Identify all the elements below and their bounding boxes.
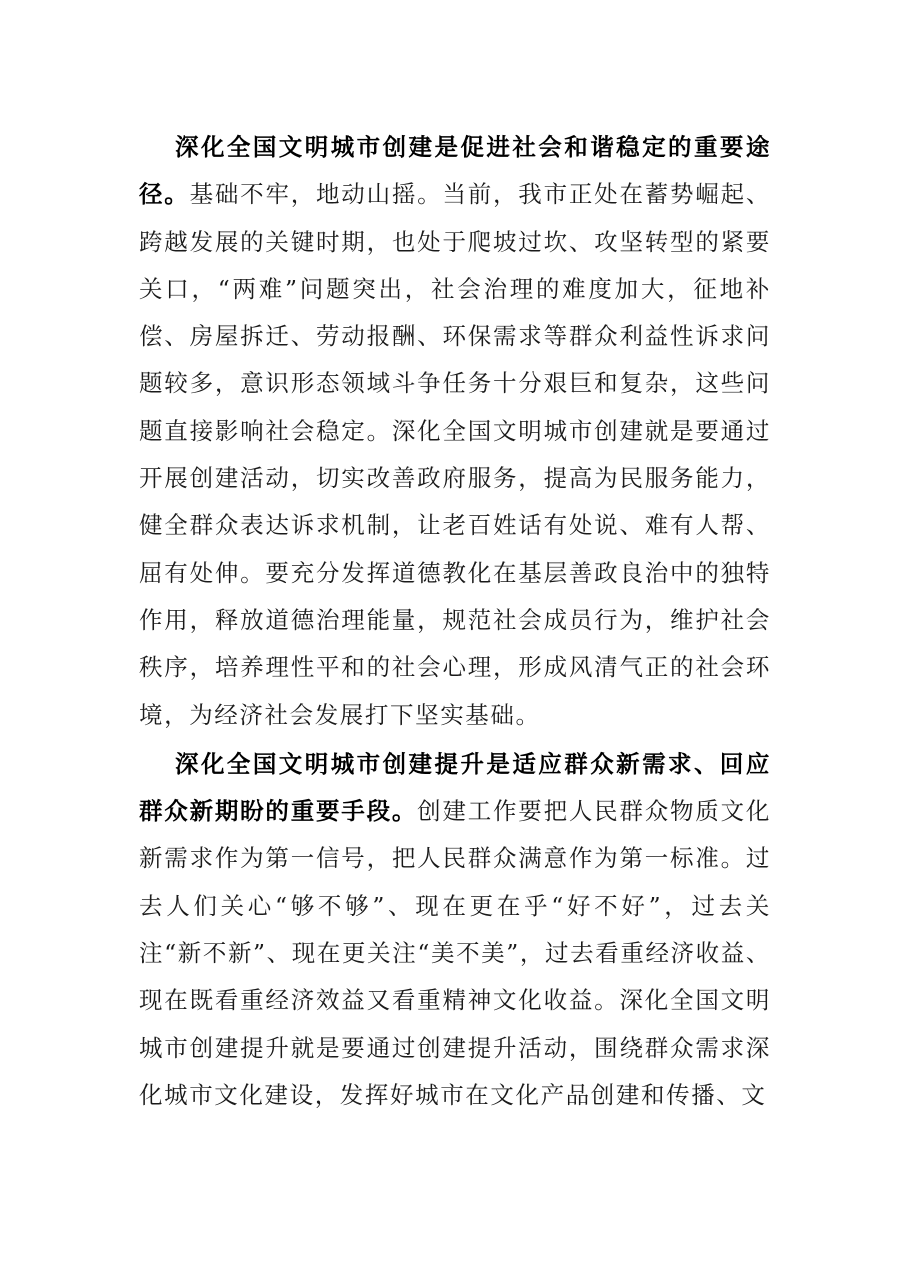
- paragraph-text: 基础不牢，地动山摇。当前，我市正处在蓄势崛起、跨越发展的关键时期，也处于爬坡过坎、攻坚转型的紧要关口，“两难”问题突出，社会治理的难度加大，征地补偿、房屋拆迁、劳动报酬、环保需求等群众利益性诉求问题较多，意识形态领域斗争任务十分艰巨和复杂，这些问题直接影响社会稳定。深化全国文明城市创建就是要通过开展创建活动，切实改善政府服务，提高为民服务能力，健全群众表达诉求机制，让老百姓话有处说、难有人帮、屈有处伸。要充分发挥道德教化在基层善政良治中的独特作用，释放道德治理能量，规范社会成员行为，维护社会秩序，培养理性平和的社会心理，形成风清气正的社会环境，为经济社会发展打下坚实基础。: [139, 180, 771, 729]
- paragraph-public-needs: [139, 741, 771, 1119]
- paragraph-text: 创建工作要把人民群众物质文化新需求作为第一信号，把人民群众满意作为第一标准。过去人们关心“够不够”、现在更在乎“好不好”，过去关注“新不新”、现在更关注“美不美”，过去看重经济收益、现在既看重经济效益又看重精神文化收益。深化全国文明城市创建提升就是要通过创建提升活动，围绕群众需求深化城市文化建设，发挥好城市在文化产品创建和传播、文: [139, 797, 771, 1109]
- paragraph-lead-bold: 深化全国文明城市创建提升是适应群众新需求、回应群众新期盼的重要手段。: [139, 749, 771, 826]
- paragraph-social-stability: [139, 124, 771, 739]
- paragraph-lead-bold: 深化全国文明城市创建是促进社会和谐稳定的重要途径。: [139, 133, 771, 209]
- document-body: [139, 124, 771, 1119]
